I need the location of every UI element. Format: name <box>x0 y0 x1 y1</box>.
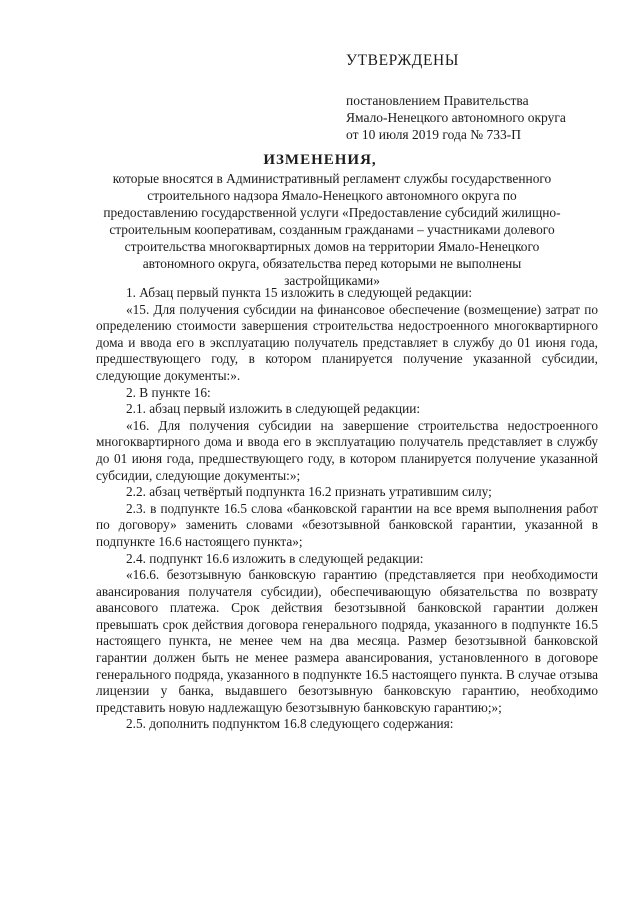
paragraph-item-2-1: 2.1. абзац первый изложить в следующей редакции: <box>126 401 421 417</box>
approval-heading: УТВЕРЖДЕНЫ <box>346 52 459 69</box>
document-body <box>96 285 598 733</box>
subtitle-line: строительного надзора Ямало-Ненецкого автономного округа по <box>147 188 517 203</box>
approval-line-resolution: постановлением Правительства <box>346 93 529 108</box>
subtitle-line: предоставлению государственной услуги «Предоставление субсидий жилищно- <box>103 205 561 220</box>
subtitle-line: строительства многоквартирных домов на территории Ямало-Ненецкого <box>124 239 540 254</box>
paragraph-quote-16-6: «16.6. безотзывную банковскую гарантию (представляется при необходимости авансирования получателя субсидии), обеспечивающую обязательства по возврату авансового платежа. Срок действия безотзывной банковской гарантии должен превышать срок действия договора генерального подряда, указанного в подпункте 16.5 настоящего пункта, не менее чем на два месяца. Размер безотзывной банковской гарантии должен быть не менее размера авансирования, установленного в договоре генерального подряда, указанного в подпункте 16.5 настоящего пункта. В случае отзыва лицензии у банка, выдавшего безотзывную банковскую гарантию, необходимо представить новую надлежащую безотзывную банковскую гарантию;»; <box>96 567 598 715</box>
subtitle-line: застройщиками» <box>284 273 380 288</box>
paragraph-item-2: 2. В пункте 16: <box>126 384 211 400</box>
document-subtitle <box>82 170 582 289</box>
paragraph-quote-15: «15. Для получения субсидии на финансовое обеспечение (возмещение) затрат по определению стоимости завершения строительства недостроенного многоквартирного дома и ввода его в эксплуатацию получатель представляет в службу до 01 июня года, предшествующего году, в котором планируется получение указанной субсидии, следующие документы:». <box>96 301 598 383</box>
paragraph-quote-16: «16. Для получения субсидии на завершение строительства недостроенного многоквартирного дома и ввода его в эксплуатацию получатель представляет в службу до 01 июня года, предшествующего году, в котором планируется получение указанной субсидии, следующие документы:»; <box>96 417 598 483</box>
approval-block <box>346 52 626 143</box>
approval-line-date-number: от 10 июля 2019 года № 733-П <box>346 127 521 142</box>
paragraph-item-2-4: 2.4. подпункт 16.6 изложить в следующей редакции: <box>126 550 424 566</box>
subtitle-line: строительным кооперативам, созданным гражданами – участниками долевого <box>109 222 555 237</box>
paragraph-item-2-3: 2.3. в подпункте 16.5 слова «банковской гарантии на все время выполнения работ по договору» заменить словами «безотзывной банковской гарантии, указанной в подпункте 16.6 настоящего пункта»; <box>96 500 598 549</box>
subtitle-line: автономного округа, обязательства перед которыми не выполнены <box>142 256 522 271</box>
paragraph-item-2-5: 2.5. дополнить подпунктом 16.8 следующего содержания: <box>126 716 454 732</box>
paragraph-item-1: 1. Абзац первый пункта 15 изложить в следующей редакции: <box>126 285 473 300</box>
subtitle-line: которые вносятся в Административный регламент службы государственного <box>112 171 552 186</box>
paragraph-item-2-2: 2.2. абзац четвёртый подпункта 16.2 признать утратившим силу; <box>126 484 492 500</box>
document-title: ИЗМЕНЕНИЯ, <box>263 152 377 168</box>
approval-line-region: Ямало-Ненецкого автономного округа <box>346 110 566 125</box>
